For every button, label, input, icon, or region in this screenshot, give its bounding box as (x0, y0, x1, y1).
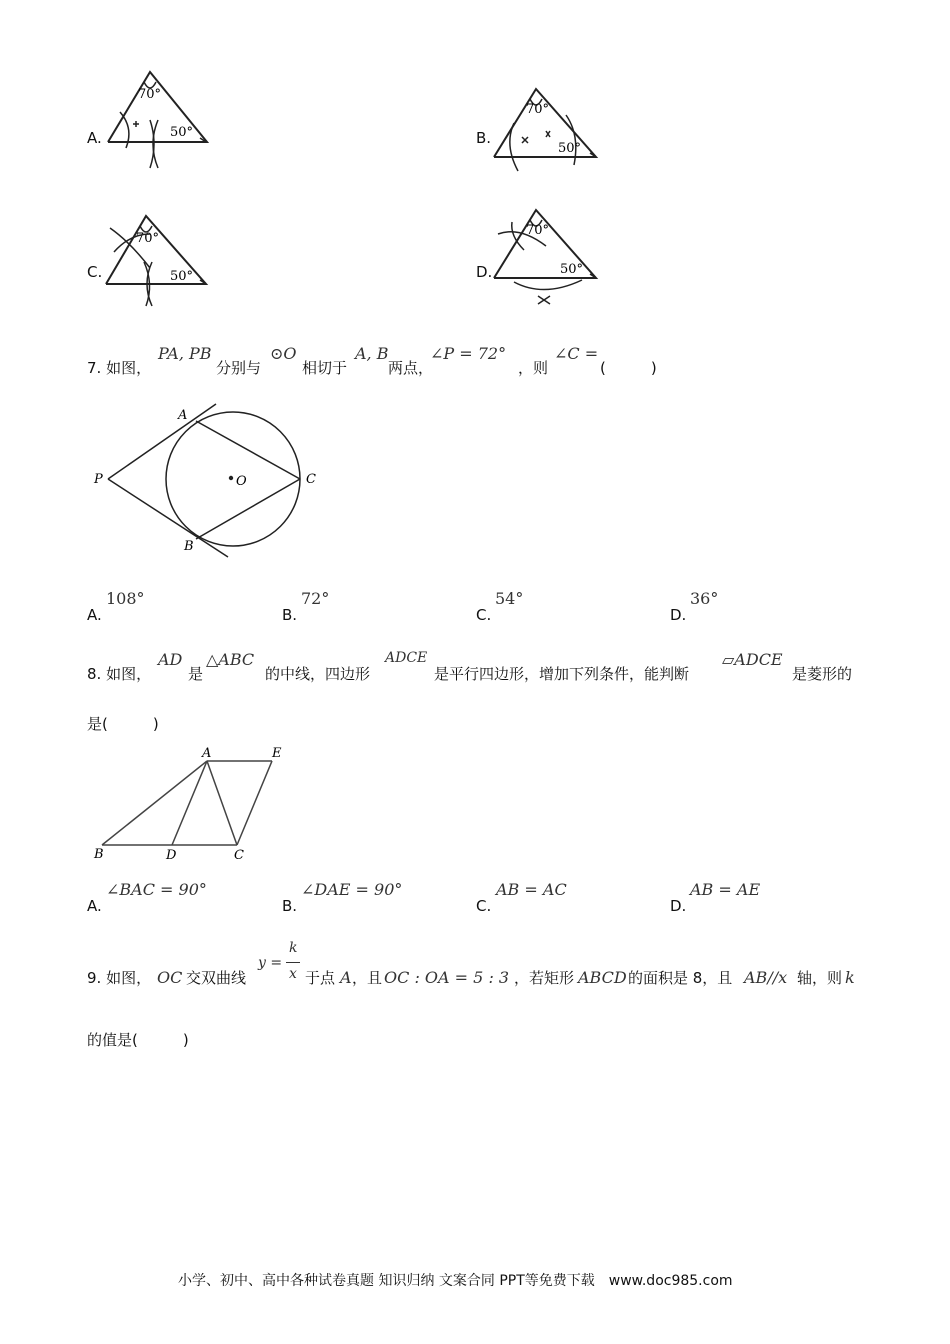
option-a-top-angle: 70° (138, 87, 162, 102)
option-c-top-angle: 70° (136, 231, 160, 246)
option-c-label: C. (87, 263, 103, 281)
option-b-figure (490, 85, 610, 175)
option-b-top-angle: 70° (526, 102, 550, 117)
option-b-right-angle: 50° (558, 141, 582, 156)
q7-point-o: O (236, 474, 247, 489)
q8-math-triangle-abc: △ABC (206, 650, 255, 669)
q8-math-adce: ADCE (385, 650, 428, 666)
q7-option-b-label: B. (282, 606, 298, 624)
option-d-figure (490, 206, 610, 306)
q9-math-k: k (845, 968, 855, 987)
q8-math-parallelogram-adce: ▱ADCE (722, 650, 783, 669)
q7-math-circle-o: ⊙O (270, 344, 297, 363)
q7-point-p: P (94, 472, 103, 487)
q7-point-a: A (178, 408, 188, 423)
q8-point-c: C (234, 848, 244, 863)
q9-text-2: 于点 (305, 969, 336, 987)
q9-math-ratio: OC : OA = 5 : 3 (384, 968, 510, 987)
option-d-top-angle: 70° (526, 223, 550, 238)
option-a-label: A. (87, 129, 102, 147)
q8-point-a: A (202, 746, 212, 761)
q7-text-4: ，则 (518, 359, 549, 377)
option-a-right-angle: 50° (170, 125, 194, 140)
q9-text-3: ，且 (352, 969, 383, 987)
q8-point-d: D (166, 848, 177, 863)
q9-math-k-numerator: k (289, 940, 298, 956)
option-d-right-angle: 50° (560, 262, 584, 277)
q7-math-angle-c: ∠C = (554, 344, 599, 363)
q7-figure (88, 402, 328, 562)
q7-text-1: 分别与 (216, 359, 262, 377)
q8-point-b: B (94, 847, 104, 862)
q7-option-c-value: 54° (495, 589, 524, 608)
option-c-figure (100, 212, 220, 312)
q8-option-c-label: C. (476, 897, 492, 915)
q8-math-ad: AD (158, 650, 183, 669)
q7-point-b: B (184, 539, 194, 554)
q7-option-b-value: 72° (301, 589, 330, 608)
q7-option-d-value: 36° (690, 589, 719, 608)
page-footer: 小学、初中、高中各种试卷真题 知识归纳 文案合同 PPT等免费下载 www.doc985.com (178, 1273, 733, 1289)
q9-text-1: 交双曲线 (186, 969, 247, 987)
q8-option-b-value: ∠DAE = 90° (301, 880, 403, 899)
q7-text-2: 相切于 (302, 359, 348, 377)
q7-math-ab: A, B (355, 344, 389, 363)
q8-text-1: 是 (188, 665, 204, 683)
q9-math-ab-parallel-x: AB//x (744, 968, 788, 987)
q8-text-2: 的中线，四边形 (265, 665, 371, 683)
q9-text-6: 轴，则 (797, 969, 843, 987)
q7-math-pa-pb: PA, PB (158, 344, 212, 363)
q7-option-d-label: D. (670, 606, 687, 624)
q8-option-b-label: B. (282, 897, 298, 915)
q8-option-c-value: AB = AC (496, 880, 567, 899)
q9-math-oc: OC (157, 968, 183, 987)
q9-text-5: 的面积是 8，且 (628, 969, 733, 987)
q9-math-y-equals: y = (258, 955, 283, 971)
q9-math-abcd: ABCD (578, 968, 627, 987)
q8-point-e: E (272, 746, 282, 761)
q9-text-7: 的值是( ) (87, 1031, 189, 1049)
q8-option-d-value: AB = AE (690, 880, 761, 899)
q9-text-4: ，若矩形 (514, 969, 575, 987)
q9-number: 9. 如图， (87, 969, 152, 987)
q8-number: 8. 如图， (87, 665, 152, 683)
q8-text-3: 是平行四边形，增加下列条件，能判断 (434, 665, 690, 683)
option-b-label: B. (476, 129, 492, 147)
q8-option-d-label: D. (670, 897, 687, 915)
option-a-figure (100, 68, 220, 173)
q7-option-a-label: A. (87, 606, 102, 624)
q9-math-x-denominator: x (289, 966, 297, 982)
q7-option-a-value: 108° (106, 589, 145, 608)
q7-text-3: 两点， (388, 359, 434, 377)
q7-number: 7. 如图， (87, 359, 152, 377)
q8-text-4: 是菱形的 (792, 665, 853, 683)
q7-text-5: ( ) (600, 359, 657, 377)
q7-math-angle-p: ∠P = 72° (430, 344, 507, 363)
q8-figure (90, 742, 300, 867)
q7-point-c: C (306, 472, 316, 487)
q8-text-5: 是( ) (87, 715, 159, 733)
option-d-label: D. (476, 263, 493, 281)
q8-option-a-label: A. (87, 897, 102, 915)
q8-option-a-value: ∠BAC = 90° (106, 880, 207, 899)
option-c-right-angle: 50° (170, 269, 194, 284)
q9-math-a: A (340, 968, 352, 987)
q7-option-c-label: C. (476, 606, 492, 624)
q9-fraction-bar (286, 962, 300, 963)
